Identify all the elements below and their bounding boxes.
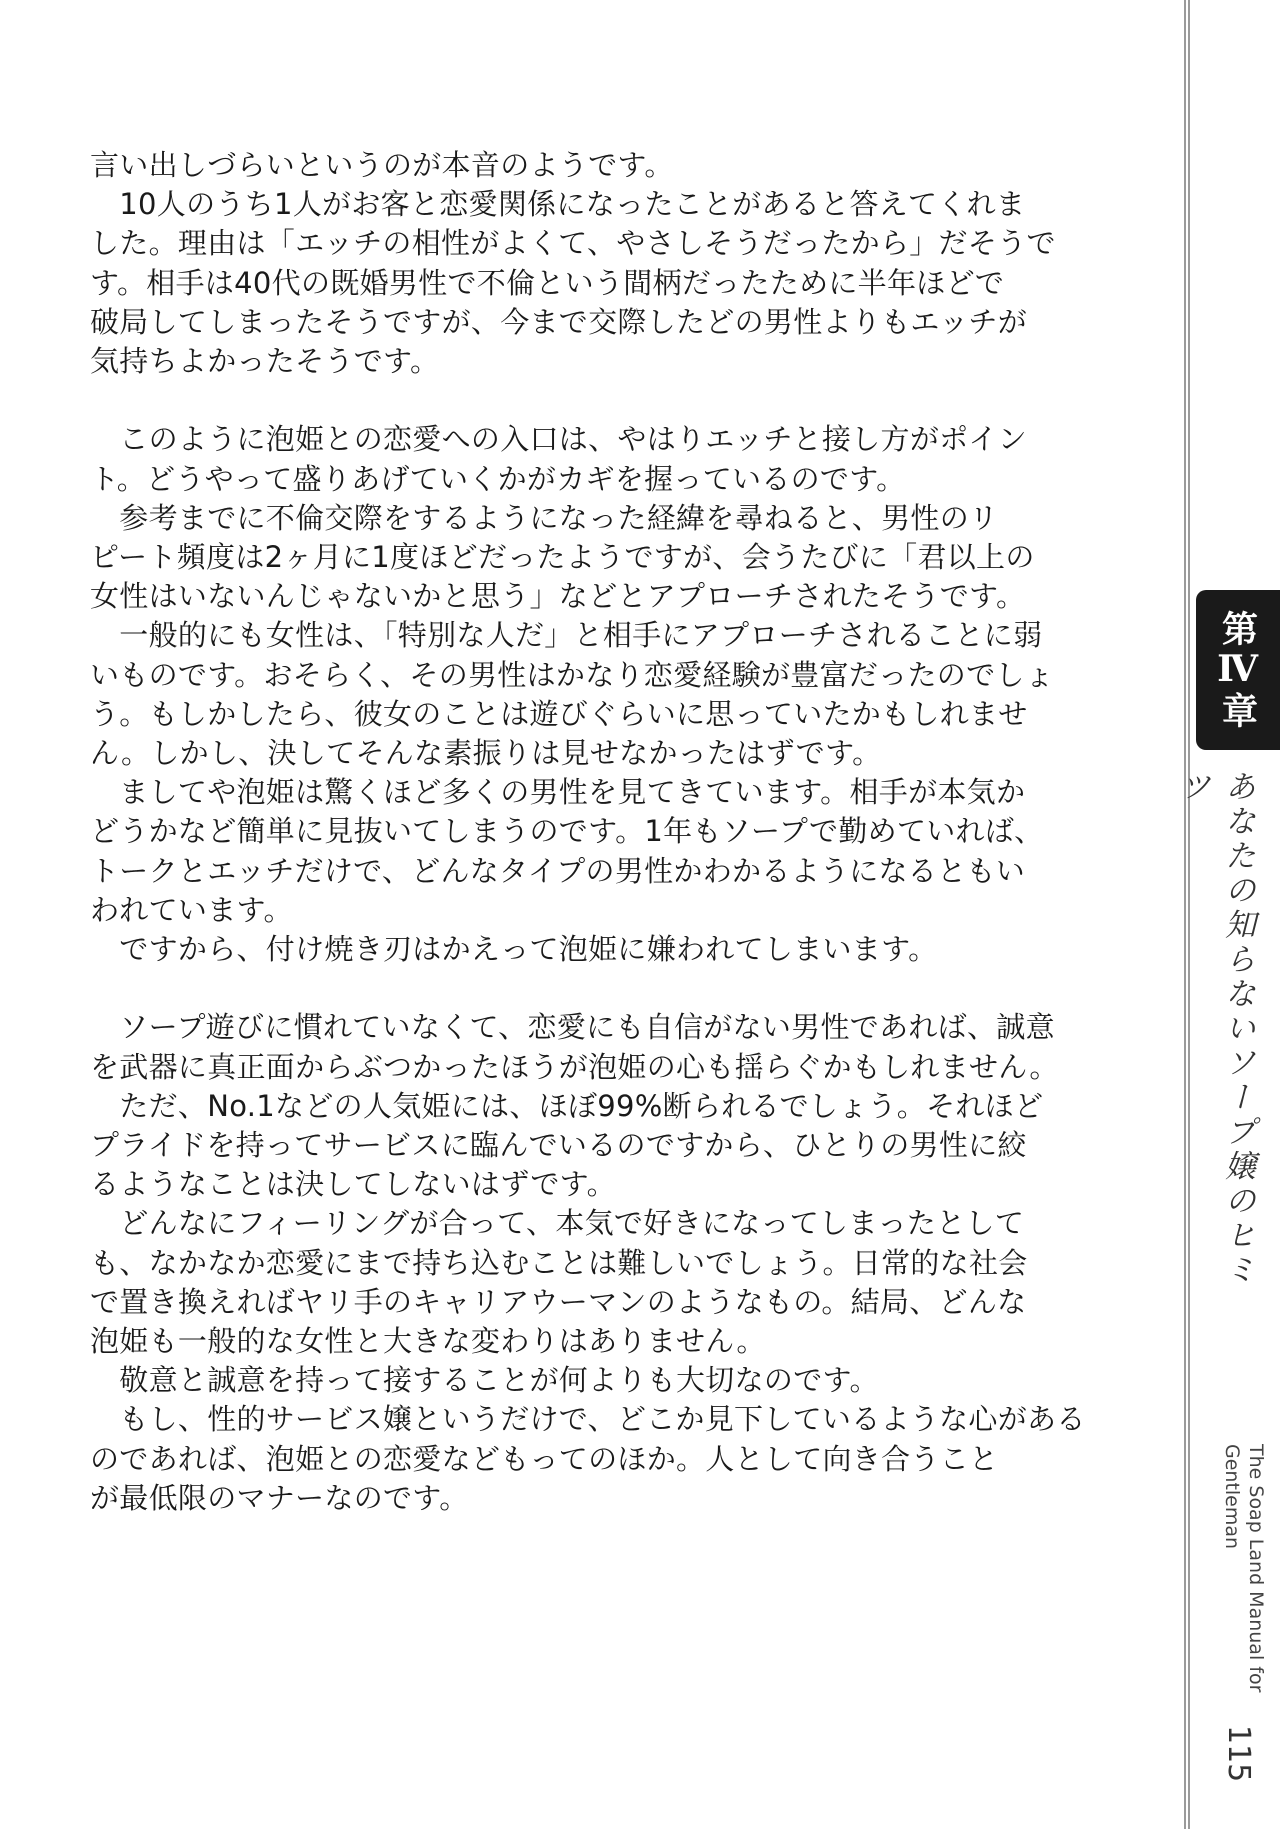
text-line: 泡姫も一般的な女性と大きな変わりはありません。 <box>90 1324 766 1359</box>
page-number: 115 <box>1221 1725 1256 1783</box>
text-line: した。理由は「エッチの相性がよくて、やさしそうだったから」だそうで <box>90 226 1056 261</box>
text-line: ト。どうやって盛りあげていくかがカギを握っているのです。 <box>90 461 906 496</box>
text-line: す。相手は40代の既婚男性で不倫という間柄だったために半年ほどで <box>90 265 1005 300</box>
text-line: われています。 <box>90 892 293 927</box>
text-line: もし、性的サービス嬢というだけで、どこか見下しているような心がある <box>90 1402 1086 1437</box>
text-line: 一般的にも女性は、「特別な人だ」と相手にアプローチされることに弱 <box>90 618 1043 653</box>
text-line: ですから、付け焼き刃はかえって泡姫に嫌われてしまいます。 <box>90 932 938 967</box>
text-line: 10人のうち1人がお客と恋愛関係になったことがあると答えてくれま <box>90 187 1026 222</box>
chapter-title: あなたの知らないソープ嬢のヒミツ <box>1174 770 1255 1288</box>
text-line: ピート頻度は2ヶ月に1度ほどだったようですが、会うたびに「君以上の <box>90 540 1035 575</box>
text-line: 女性はいないんじゃないかと思う」などとアプローチされたそうです。 <box>90 579 1026 614</box>
text-line: ましてや泡姫は驚くほど多くの男性を見てきています。相手が本気か <box>90 775 1026 810</box>
text-line: ただ、No.1などの人気姫には、ほぼ99%断られるでしょう。それほど <box>90 1088 1044 1123</box>
text-line: どうかなど簡単に見抜いてしまうのです。1年もソープで勤めていれば、 <box>90 814 1044 849</box>
text-line: 参考までに不倫交際をするようになった経緯を尋ねると、男性のリ <box>90 500 999 535</box>
text-line: トークとエッチだけで、どんなタイプの男性かわかるようになるともい <box>90 853 1025 888</box>
text-line: も、なかなか恋愛にまで持ち込むことは難しいでしょう。日常的な社会 <box>90 1245 1028 1280</box>
chapter-tab <box>1196 590 1280 750</box>
blank-line <box>90 969 1120 1008</box>
page-edge-line-1 <box>1184 0 1186 1829</box>
text-line: う。もしかしたら、彼女のことは遊びぐらいに思っていたかもしれませ <box>90 696 1028 731</box>
text-line: で置き換えればヤリ手のキャリアウーマンのようなもの。結局、どんな <box>90 1284 1027 1319</box>
page-edge-line-2 <box>1188 0 1190 1829</box>
blank-line <box>90 381 1120 420</box>
text-line: いものです。おそらく、その男性はかなり恋愛経験が豊富だったのでしょ <box>90 657 1055 692</box>
text-line: を武器に真正面からぶつかったほうが泡姫の心も揺らぐかもしれません。 <box>90 1049 1059 1084</box>
body-text <box>90 146 1120 1518</box>
text-line: 気持ちよかったそうです。 <box>90 344 440 379</box>
text-line: 言い出しづらいというのが本音のようです。 <box>90 148 674 182</box>
text-line: プライドを持ってサービスに臨んでいるのですから、ひとりの男性に絞 <box>90 1128 1027 1163</box>
text-line: どんなにフィーリングが合って、本気で好きになってしまったとして <box>90 1206 1025 1241</box>
text-line: るようなことは決してしないはずです。 <box>90 1167 616 1202</box>
chapter-tab-label: 第Ⅳ章 <box>1216 610 1259 730</box>
text-line: 破局してしまったそうですが、今まで交際したどの男性よりもエッチが <box>90 304 1028 339</box>
text-line: このように泡姫との恋愛への入口は、やはりエッチと接し方がポイン <box>90 422 1028 457</box>
book-title: The Soap Land Manual for Gentleman <box>1221 1444 1267 1693</box>
text-line: が最低限のマナーなのです。 <box>90 1480 469 1515</box>
text-line: ソープ遊びに慣れていなくて、恋愛にも自信がない男性であれば、誠意 <box>90 1010 1055 1045</box>
text-line: のであれば、泡姫との恋愛などもってのほか。人として向き合うこと <box>90 1441 999 1476</box>
text-line: ん。しかし、決してそんな素振りは見せなかったはずです。 <box>90 736 882 771</box>
text-line: 敬意と誠意を持って接することが何よりも大切なのです。 <box>90 1363 879 1398</box>
